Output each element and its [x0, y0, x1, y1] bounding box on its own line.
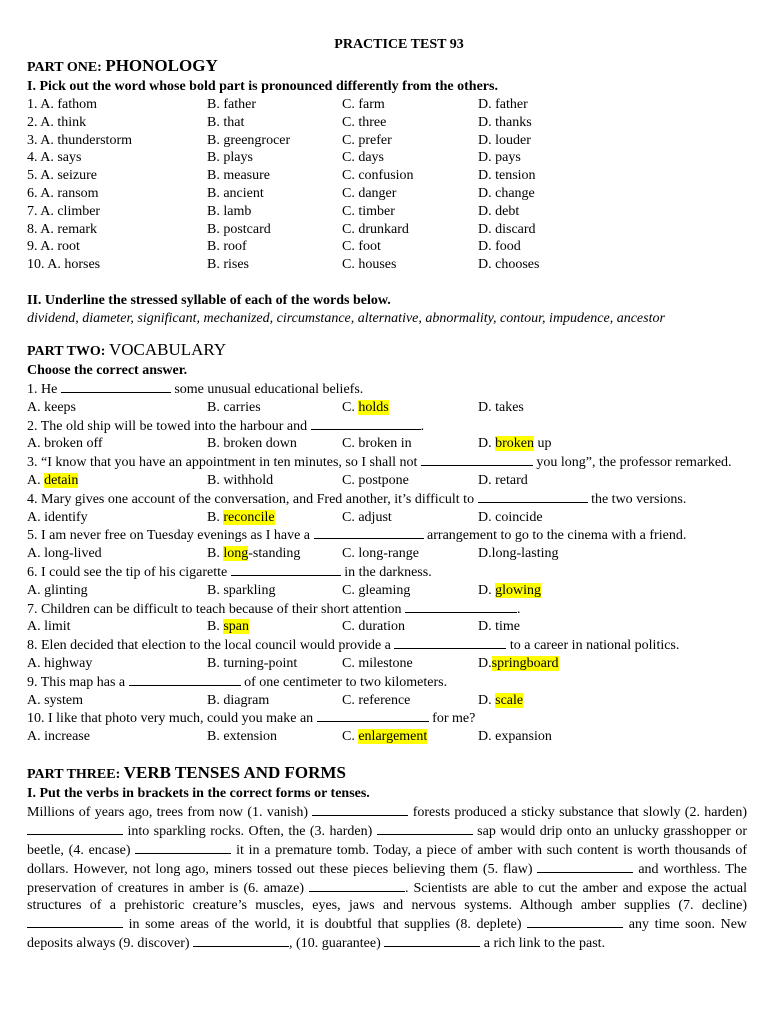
answer-blank[interactable]	[312, 803, 408, 816]
word-option[interactable]: C. foot	[342, 239, 381, 255]
part-three-heading	[27, 763, 747, 785]
word-option[interactable]: D. food	[478, 239, 521, 255]
answer-blank[interactable]	[27, 822, 123, 835]
question-text: 8. Elen decided that election to the local council would provide a	[27, 638, 391, 654]
option[interactable]: B. sparkling	[207, 582, 276, 598]
part-label: PART ONE:	[27, 60, 106, 75]
option[interactable]: D. time	[478, 619, 520, 635]
option[interactable]	[478, 435, 678, 453]
section-heading: I. Pick out the word whose bold part is pronounced differently from the others.	[27, 79, 498, 94]
passage-text: and worthless. The preservation of creatures in amber is (6. amaze)	[27, 861, 748, 896]
question-text: 6. I could see the tip of his cigarette	[27, 564, 228, 580]
highlighted-answer: long	[223, 546, 249, 562]
stress-word-list: dividend, diameter, significant, mechanized, circumstance, alternative, abnormality, contour, impudence, ancestor	[27, 310, 665, 326]
answer-blank[interactable]	[377, 822, 473, 835]
question-text: 9. This map has a	[27, 674, 126, 690]
option[interactable]: C. reference	[342, 692, 411, 708]
question: 7. Children can be difficult to teach because of their short attention .	[27, 601, 521, 617]
answer-options	[27, 545, 747, 563]
word-option[interactable]: 4. A. says	[27, 150, 82, 166]
question	[27, 636, 747, 655]
word-option[interactable]: B. father	[207, 97, 256, 112]
word-option[interactable]: B. measure	[207, 168, 270, 184]
answer-blank[interactable]	[527, 915, 623, 928]
question-text: 10. I like that photo very much, could you make an	[27, 711, 314, 727]
answer-options	[27, 472, 747, 490]
answer-blank[interactable]	[394, 636, 506, 649]
option-letter: D.	[478, 692, 496, 708]
answer-blank[interactable]	[231, 563, 341, 576]
option[interactable]: C. long-range	[342, 546, 419, 562]
word-option[interactable]: C. farm	[342, 97, 385, 112]
option[interactable]	[342, 399, 478, 417]
option[interactable]: B. carries	[207, 399, 261, 415]
question-text: 1. He	[27, 381, 58, 397]
word-option[interactable]: 3. A. thunderstorm	[27, 132, 132, 148]
question	[27, 453, 747, 472]
option[interactable]: D. coincide	[478, 509, 543, 525]
phonology-table	[27, 96, 747, 274]
part-name: PHONOLOGY	[105, 56, 218, 75]
option-letter: D.	[478, 436, 496, 452]
word-option[interactable]: 7. A. climber	[27, 203, 101, 219]
answer-blank[interactable]	[61, 380, 171, 393]
option[interactable]: B. turning-point	[207, 655, 298, 671]
question: 2. The old ship will be towed into the harbour and .	[27, 418, 425, 434]
option[interactable]: A. broken off	[27, 436, 103, 452]
word-option[interactable]: C. houses	[342, 257, 397, 273]
question-text: 5. I am never free on Tuesday evenings as I have a	[27, 528, 311, 544]
highlighted-answer: glowing	[495, 582, 542, 598]
passage-text: forests produced a sticky substance that slowly (2. harden)	[412, 804, 748, 820]
page-title: PRACTICE TEST 93	[334, 37, 464, 52]
option[interactable]: A. identify	[27, 509, 88, 525]
word-option[interactable]: 9. A. root	[27, 239, 80, 255]
highlighted-answer: reconcile	[223, 509, 275, 525]
part-label: PART THREE:	[27, 766, 124, 782]
option[interactable]: A. highway	[27, 655, 93, 671]
highlighted-answer: broken	[495, 436, 535, 452]
part-name: VOCABULARY	[108, 339, 227, 359]
answer-blank[interactable]	[193, 934, 289, 947]
answer-blank[interactable]	[384, 934, 480, 947]
question-text: some unusual educational beliefs.	[174, 381, 364, 397]
question-text: in the darkness.	[344, 564, 432, 580]
answer-blank[interactable]	[537, 860, 633, 873]
option-letter: C.	[342, 399, 359, 415]
option[interactable]: A. limit	[27, 619, 71, 635]
answer-blank[interactable]	[478, 490, 588, 503]
word-option[interactable]: 6. A. ransom	[27, 185, 99, 201]
passage-text: a rich link to the past.	[483, 936, 606, 952]
passage-text: in some areas of the world, it is doubtful that supplies (8. deplete)	[128, 917, 522, 933]
passage-text: any time soon. New deposits always (9. discover)	[27, 917, 748, 952]
phonology-row	[27, 185, 747, 203]
phonology-row	[27, 114, 747, 132]
word-option[interactable]: D. chooses	[478, 257, 540, 273]
passage-text: it in a premature tomb. Today, a piece of amber with such content is worth thousands of dollars. However, not long ago, miners tossed out these pieces believing them (5. flaw)	[27, 842, 748, 877]
question	[27, 380, 747, 399]
question	[27, 673, 747, 692]
passage-text: , (10. guarantee)	[289, 936, 381, 952]
phonology-row	[27, 221, 747, 239]
option[interactable]	[478, 582, 678, 600]
option[interactable]: B. extension	[207, 729, 277, 745]
word-option[interactable]: D. discard	[478, 221, 536, 237]
passage-text: . Scientists are able to cut the amber and expose the actual structures of a prehistoric creature’s muscles, eyes, jaws and nervous systems. Although amber supplies (7. decline)	[27, 880, 747, 914]
option[interactable]	[207, 509, 342, 527]
option-letter: D.	[478, 655, 492, 671]
option[interactable]: C. broken in	[342, 436, 412, 452]
option[interactable]: D. takes	[478, 399, 524, 415]
section-heading: Choose the correct answer.	[27, 362, 188, 378]
word-option[interactable]: 1. A. fathom	[27, 97, 97, 112]
word-option[interactable]: C. confusion	[342, 168, 414, 184]
question-text: 3. “I know that you have an appointment in ten minutes, so I shall not	[27, 455, 418, 471]
option[interactable]	[478, 692, 678, 710]
section-heading: II. Underline the stressed syllable of each of the words below.	[27, 292, 391, 308]
highlighted-answer: holds	[358, 399, 389, 415]
worksheet	[27, 36, 747, 953]
passage-text: Millions of years ago, trees from now (1. vanish)	[27, 804, 309, 820]
answer-blank[interactable]	[405, 600, 517, 613]
word-option[interactable]: D. louder	[478, 132, 531, 148]
section-heading: I. Put the verbs in brackets in the correct forms or tenses.	[27, 785, 370, 801]
question-text: you long”, the professor remarked.	[536, 455, 732, 471]
option[interactable]	[27, 472, 207, 490]
word-option[interactable]: C. three	[342, 114, 387, 130]
word-option[interactable]: D. pays	[478, 150, 521, 166]
phonology-row	[27, 96, 747, 114]
option[interactable]	[342, 728, 478, 746]
word-option[interactable]: 10. A. horses	[27, 257, 101, 273]
option[interactable]	[207, 618, 342, 636]
phonology-row	[27, 238, 747, 256]
option-rest: up	[534, 436, 552, 452]
option-letter: B.	[207, 509, 224, 525]
word-option[interactable]: D. thanks	[478, 114, 532, 130]
option[interactable]: C. gleaming	[342, 582, 411, 598]
option[interactable]	[207, 545, 342, 563]
answer-blank[interactable]	[311, 417, 421, 430]
question-text: 7. Children can be difficult to teach because of their short attention	[27, 601, 402, 617]
option-letter: A.	[27, 472, 45, 488]
answer-options	[27, 509, 747, 527]
word-option[interactable]: 5. A. seizure	[27, 168, 97, 184]
option[interactable]: B. diagram	[207, 692, 270, 708]
word-option[interactable]: C. danger	[342, 185, 397, 201]
passage-text: sap would drip onto an unlucky grasshopper or beetle, (4. encase)	[27, 823, 748, 858]
option[interactable]: B. withhold	[207, 472, 274, 488]
answer-options	[27, 582, 747, 600]
option[interactable]: C. adjust	[342, 509, 392, 525]
word-option[interactable]: B. ancient	[207, 185, 264, 201]
option-letter: B.	[207, 619, 224, 635]
option[interactable]: D. retard	[478, 472, 528, 488]
answer-blank[interactable]	[421, 453, 533, 466]
phonology-row	[27, 149, 747, 167]
highlighted-answer: detain	[44, 472, 79, 488]
answer-blank[interactable]	[314, 526, 424, 539]
part-one-heading	[27, 56, 747, 78]
option-letter: D.	[478, 582, 496, 598]
question	[27, 563, 747, 582]
word-option[interactable]: B. roof	[207, 239, 247, 255]
question	[27, 709, 747, 728]
highlighted-answer: enlargement	[358, 729, 428, 745]
answer-options	[27, 728, 747, 746]
passage-text: into sparkling rocks. Often, the (3. harden)	[127, 823, 373, 839]
option-letter: B.	[207, 546, 224, 562]
word-option[interactable]: 8. A. remark	[27, 221, 97, 237]
option[interactable]: D.long-lasting	[478, 546, 559, 562]
answer-blank[interactable]	[27, 915, 123, 928]
phonology-row	[27, 256, 747, 274]
question-text: 2. The old ship will be towed into the harbour and	[27, 418, 308, 434]
answer-options	[27, 655, 747, 673]
option[interactable]: A. glinting	[27, 582, 88, 598]
question-text: arrangement to go to the cinema with a friend.	[427, 528, 687, 544]
word-option[interactable]: D. father	[478, 97, 528, 112]
word-option[interactable]: 2. A. think	[27, 114, 87, 130]
word-option[interactable]: B. that	[207, 114, 245, 130]
option[interactable]	[478, 655, 678, 673]
answer-blank[interactable]	[135, 841, 231, 854]
question-text: the two versions.	[591, 491, 687, 507]
part-two-heading	[27, 340, 747, 362]
cloze-passage	[27, 803, 747, 953]
option[interactable]: C. milestone	[342, 655, 413, 671]
part-label: PART TWO:	[27, 343, 109, 359]
option[interactable]: C. duration	[342, 619, 405, 635]
question-text: to a career in national politics.	[509, 638, 680, 654]
word-option[interactable]: D. change	[478, 185, 535, 201]
word-option[interactable]: B. postcard	[207, 221, 271, 237]
part-name: VERB TENSES AND FORMS	[123, 762, 346, 782]
answer-options	[27, 435, 747, 453]
option[interactable]: A. long-lived	[27, 546, 102, 562]
phonology-row	[27, 167, 747, 185]
answer-options	[27, 618, 747, 636]
option[interactable]: B. broken down	[207, 436, 297, 452]
answer-options	[27, 692, 747, 710]
word-option[interactable]: C. drunkard	[342, 221, 409, 237]
word-option[interactable]: B. rises	[207, 257, 249, 273]
option-rest: -standing	[248, 546, 301, 562]
word-option[interactable]: B. greengrocer	[207, 132, 291, 148]
highlighted-answer: scale	[495, 692, 524, 708]
option[interactable]: C. postpone	[342, 472, 409, 488]
word-option[interactable]: D. debt	[478, 203, 520, 219]
option[interactable]: A. keeps	[27, 399, 76, 415]
phonology-row	[27, 203, 747, 221]
option[interactable]: A. increase	[27, 729, 90, 745]
answer-blank[interactable]	[129, 673, 241, 686]
answer-blank[interactable]	[309, 879, 405, 892]
question	[27, 490, 747, 509]
option-letter: C.	[342, 729, 359, 745]
word-option[interactable]: C. timber	[342, 203, 395, 219]
phonology-row	[27, 132, 747, 150]
answer-options	[27, 399, 747, 417]
word-option[interactable]: B. plays	[207, 150, 253, 166]
word-option[interactable]: C. prefer	[342, 132, 392, 148]
question	[27, 526, 747, 545]
question-text: of one centimeter to two kilometers.	[244, 674, 448, 690]
word-option[interactable]: D. tension	[478, 168, 536, 184]
word-option[interactable]: C. days	[342, 150, 384, 166]
word-option[interactable]: B. lamb	[207, 203, 252, 219]
question-text: 4. Mary gives one account of the conversation, and Fred another, it’s difficult to	[27, 491, 475, 507]
question-text: for me?	[432, 711, 476, 727]
option[interactable]: A. system	[27, 692, 83, 708]
option[interactable]: D. expansion	[478, 729, 552, 745]
highlighted-answer: span	[223, 619, 250, 635]
answer-blank[interactable]	[317, 709, 429, 722]
highlighted-answer: springboard	[491, 655, 559, 671]
